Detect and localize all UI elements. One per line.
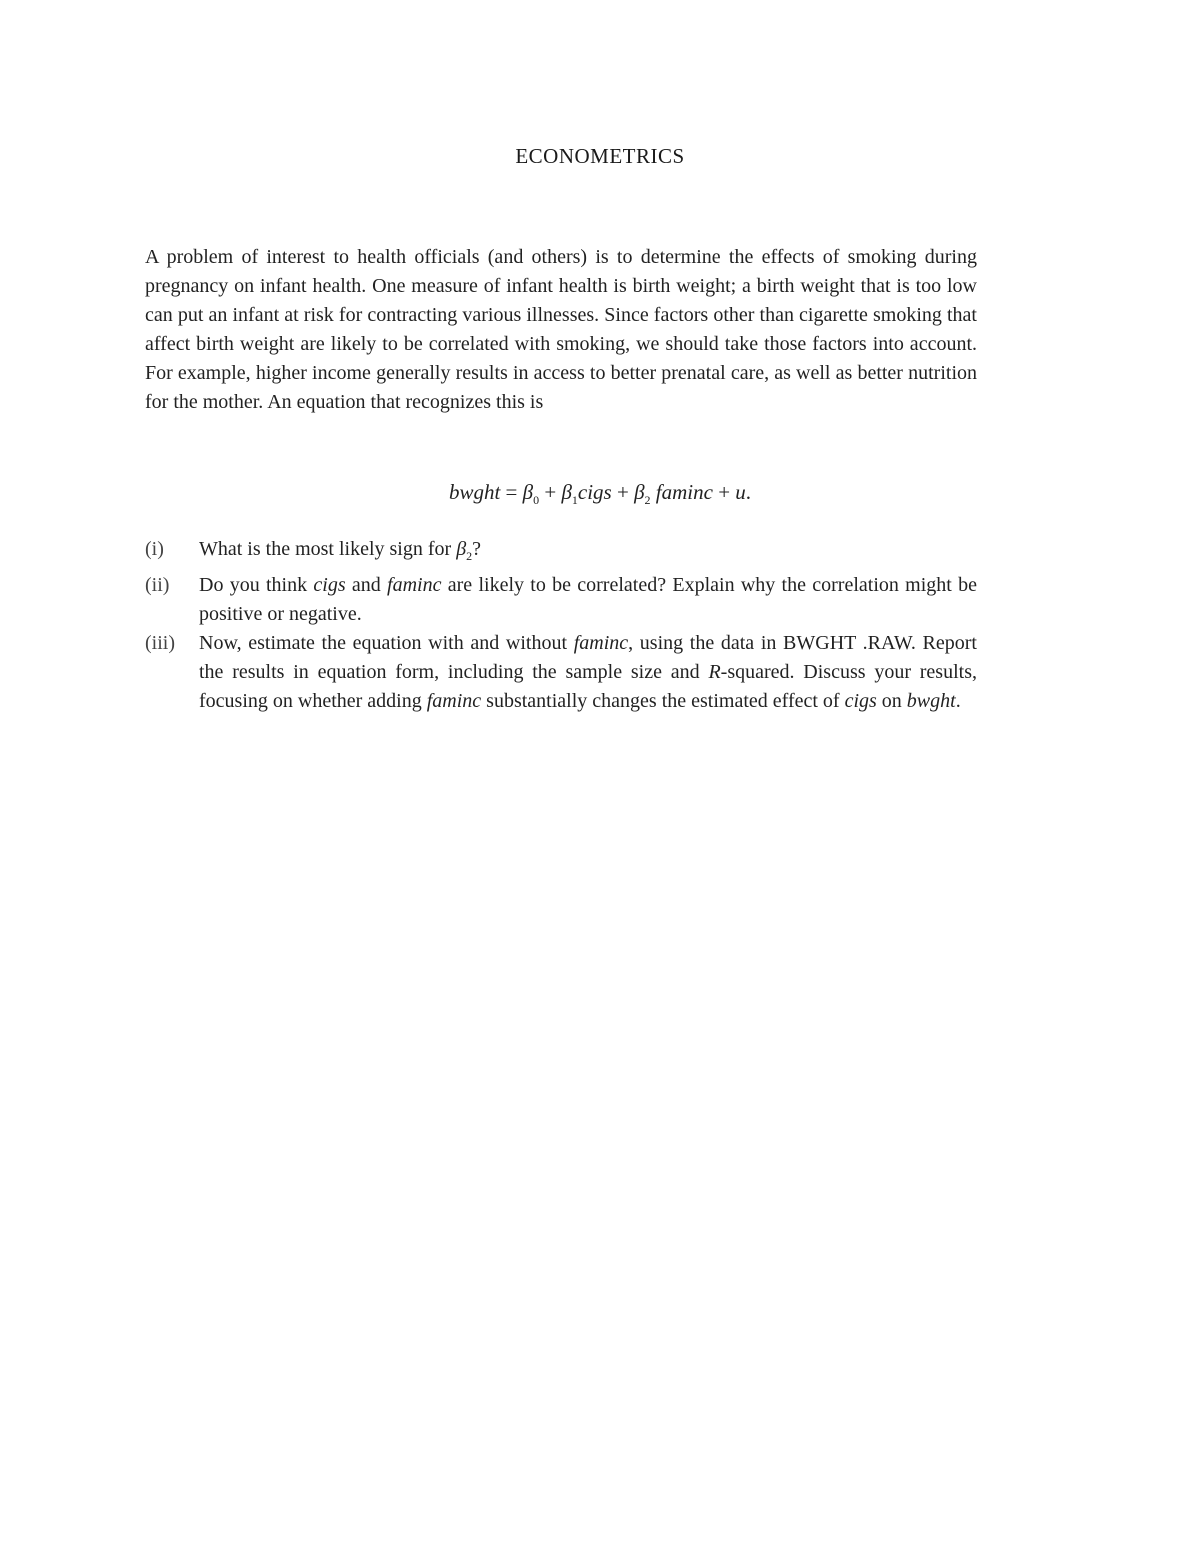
beta-1: β: [561, 480, 572, 504]
question-text-segment: -squared. Discuss your results, focusing on whether adding: [199, 661, 977, 712]
question-text: [199, 535, 977, 571]
question-item: [145, 629, 977, 716]
question-text-segment: Now, estimate the equation with and without: [199, 632, 574, 654]
equation-plus-1: +: [539, 480, 562, 504]
question-number: (iii): [145, 632, 175, 654]
beta-0-subscript: 0: [533, 493, 540, 507]
question-item: [145, 535, 977, 571]
equation-equals: =: [500, 480, 523, 504]
beta-1-subscript: 1: [571, 493, 578, 507]
var-faminc: faminc: [650, 480, 713, 504]
page-title: ECONOMETRICS: [515, 144, 685, 168]
beta-0: β: [522, 480, 534, 504]
equation-lhs: bwght: [448, 480, 501, 504]
question-text-segment: Do you think: [199, 574, 314, 596]
question-text-segment: on: [876, 690, 907, 712]
question-text-segment: , using the data in BWGHT .RAW. Report the results in equation form, including the sample size and: [199, 632, 977, 683]
regression-equation: [0, 480, 1200, 508]
question-text-segment: substantially changes the estimated effect of: [481, 690, 845, 712]
var-bwght: bwght: [906, 690, 956, 712]
var-faminc: faminc: [426, 690, 482, 712]
question-text: [199, 571, 977, 629]
beta-2-subscript: 2: [644, 493, 651, 507]
equation-period: .: [745, 480, 752, 504]
question-number: (i): [145, 538, 164, 560]
error-term: u: [735, 480, 746, 504]
question-list: [145, 535, 977, 716]
question-text-segment: and: [345, 574, 388, 596]
var-faminc: faminc: [573, 632, 629, 654]
question-item: [145, 571, 977, 629]
equation-plus-2: +: [611, 480, 635, 504]
var-cigs: cigs: [577, 480, 612, 504]
question-text-segment: are likely to be correlated? Explain why the correlation might be positive or negative.: [199, 574, 977, 625]
beta-symbol: β: [456, 538, 467, 560]
intro-paragraph: A problem of interest to health officials (and others) is to determine the effects of smoking during pregnancy on infant health. One measure of infant health is birth weight; a birth weight that is too low can put an infant at risk for contracting various illnesses. Since factors other than cigarette smoking that affect birth weight are likely to be correlated with smoking, we should take those factors into account. For example, higher income generally results in access to better prenatal care, as well as better nutrition for the mother. An equation that recognizes this is: [145, 246, 977, 413]
beta-2: β: [634, 480, 645, 504]
question-text: [199, 629, 977, 716]
question-text-segment: ?: [472, 538, 482, 560]
question-text-segment: What is the most likely sign for: [199, 538, 457, 560]
question-number: (ii): [145, 574, 170, 596]
var-cigs: cigs: [844, 690, 877, 712]
var-cigs: cigs: [313, 574, 346, 596]
beta-subscript: 2: [466, 549, 473, 563]
equation-plus-3: +: [712, 480, 736, 504]
question-text-segment: .: [955, 690, 961, 712]
var-r: R: [708, 661, 721, 683]
var-faminc: faminc: [387, 574, 442, 596]
